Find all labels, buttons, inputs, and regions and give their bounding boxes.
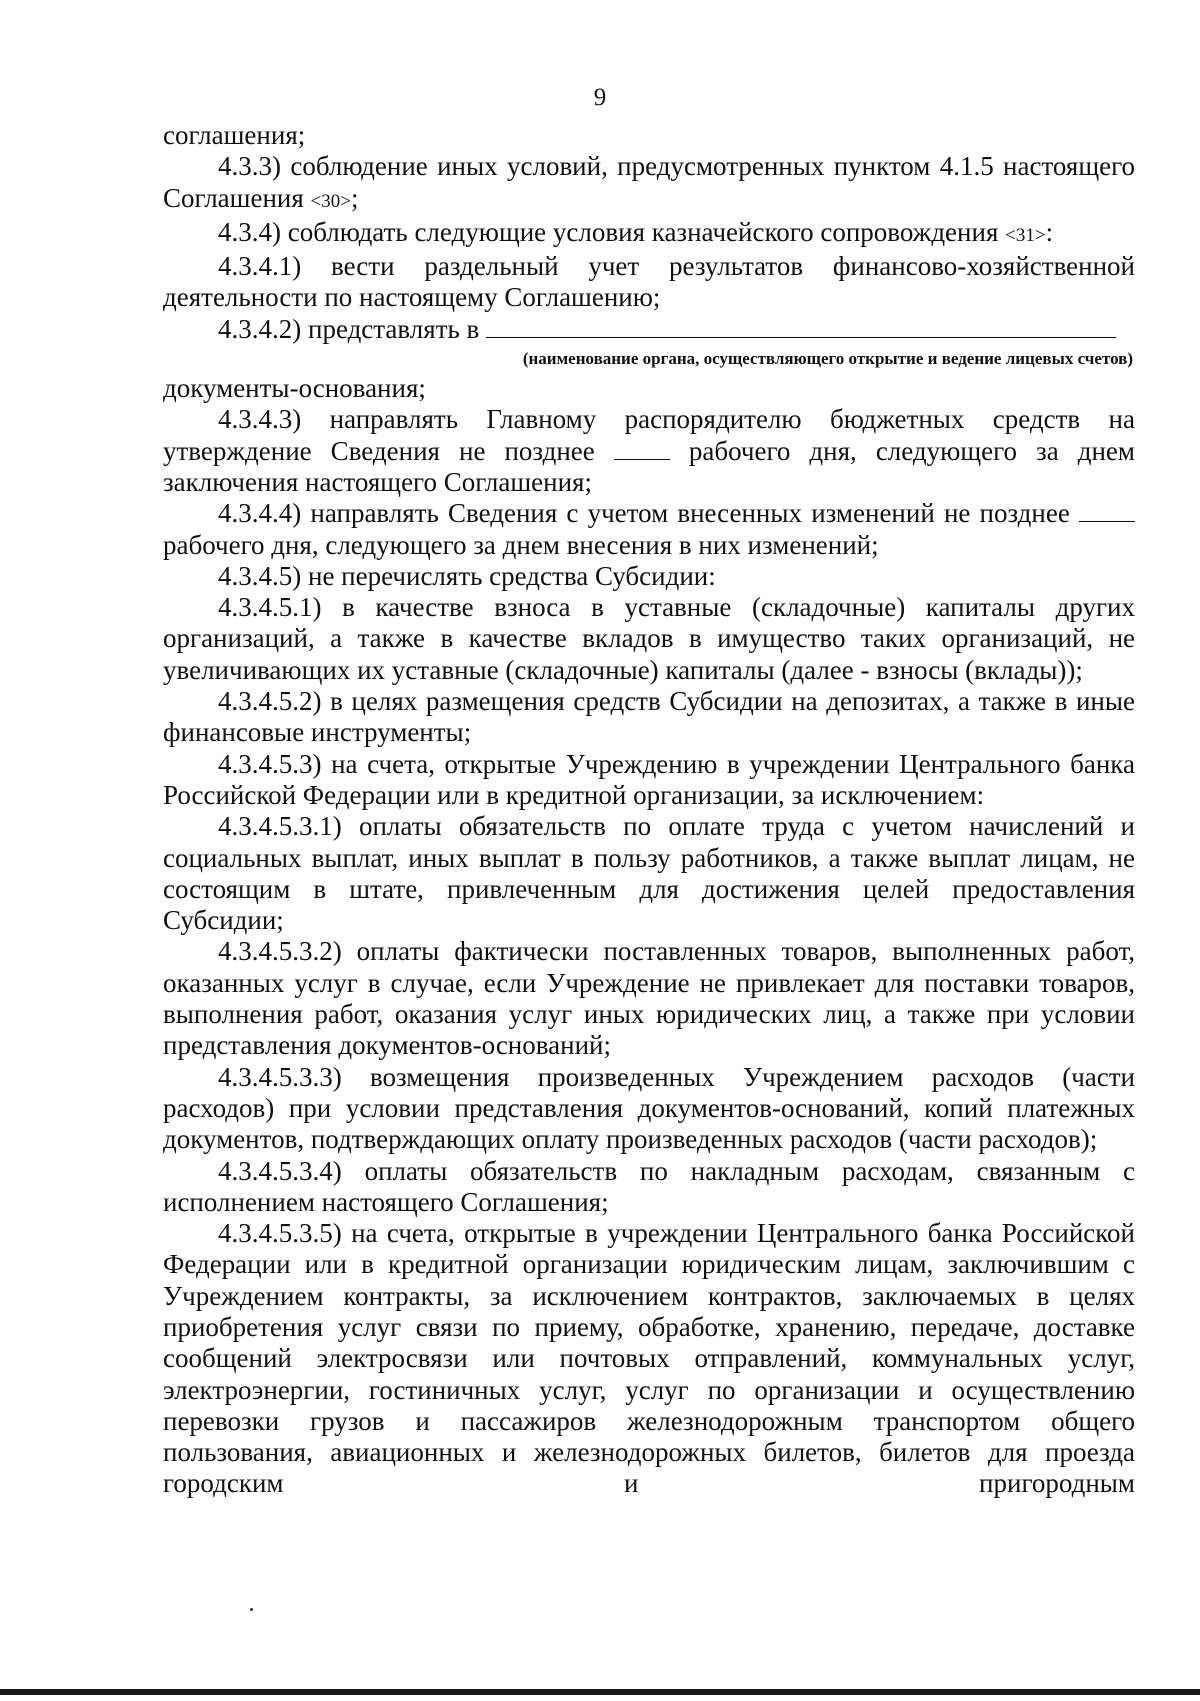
scan-speck (250, 1608, 253, 1611)
paragraph-4-3-4-4 (163, 498, 1135, 561)
paragraph-4-3-4-5-3-3: 4.3.4.5.3.3) возмещения произведенных Учреждением расходов (части расходов) при условии представления документов-оснований, копий платежных документов, подтверждающих оплату произведенных расходов (части расходов); (163, 1061, 1135, 1155)
paragraph: соглашения; (163, 120, 306, 150)
paragraph-4-3-4-5-3-4: 4.3.4.5.3.4) оплаты обязательств по накладным расходам, связанным с исполнением настоящего Соглашения; (163, 1155, 1135, 1217)
paragraph-text: 4.3.4.4) направлять Сведения с учетом внесенных изменений не позднее (218, 498, 1079, 529)
paragraph-4-3-4-5-2: 4.3.4.5.2) в целях размещения средств Субсидии на депозитах, а также в иные финансовые инструменты; (163, 686, 1135, 748)
paragraph-text: 4.3.4) соблюдать следующие условия казначейского сопровождения (218, 216, 1006, 247)
paragraph-4-3-4-3 (163, 404, 1135, 498)
paragraph-4-3-4-5-1: 4.3.4.5.1) в качестве взноса в уставные (складочные) капиталы других организаций, а также в качестве вкладов в имущество таких организаций, не увеличивающих их уставные (складочные) капиталы (далее - взносы (вклады)); (163, 592, 1135, 685)
paragraph-4-3-4-5-3-1: 4.3.4.5.3.1) оплаты обязательств по оплате труда с учетом начислений и социальных выплат, иных выплат в пользу работников, а также выплат лицам, не состоящим в штате, привлеченным для достижения целей предоставления Субсидии; (163, 811, 1135, 936)
paragraph-4-3-4 (163, 217, 1135, 251)
paragraph-4-3-3 (163, 151, 1135, 217)
paragraph-text: 4.3.4.2) представлять в (218, 313, 480, 344)
paragraph-4-3-4-5: 4.3.4.5) не перечислять средства Субсидии: (218, 560, 716, 591)
paragraph-text: : (1045, 216, 1054, 247)
paragraph-4-3-4-1: 4.3.4.1) вести раздельный учет результатов финансово-хозяйственной деятельности по настоящему Соглашению; (163, 251, 1135, 313)
fill-in-blank (1079, 501, 1135, 522)
paragraph-text: рабочего дня, следующего за днем внесения в них изменений; (163, 529, 879, 560)
paragraph-4-3-4-5-3-2: 4.3.4.5.3.2) оплаты фактически поставленных товаров, выполненных работ, оказанных услуг в случае, если Учреждение не привлекает для поставки товаров, выполнения работ, оказания услуг иных юридических лиц, а также при условии представления документов-оснований; (163, 936, 1135, 1061)
paragraph-4-3-4-5-3-5: 4.3.4.5.3.5) на счета, открытые в учреждении Центрального банка Российской Федерации или в кредитной организации юридическим лицам, заключившим с Учреждением контракты, за исключением контрактов, заключаемых в целях приобретения услуг связи по приему, обработке, хранению, передаче, доставке сообщений электросвязи или почтовых отправлений, коммунальных услуг, электроэнергии, гостиничных услуг, услуг по организации и осуществлению перевозки грузов и пассажиров железнодорожным транспортом общего пользования, авиационных и железнодорожных билетов, билетов для проезда городским и пригородным (163, 1218, 1135, 1499)
paragraph: документы-основания; (163, 373, 426, 404)
paragraph-text: 4.3.3) соблюдение иных условий, предусмотренных пунктом 4.1.5 настоящего Соглашения (163, 151, 1135, 213)
footnote-ref: <30> (310, 190, 351, 212)
paragraph-text: 4.3.4.3) направлять Главному распорядителю бюджетных средств на утверждение Сведения не позднее (163, 404, 1135, 466)
fill-in-blank (614, 439, 670, 460)
paragraph-text: ; (350, 182, 359, 213)
paragraph-4-3-4-5-3: 4.3.4.5.3) на счета, открытые Учреждению в учреждении Центрального банка Российской Федерации или в кредитной организации, за исключением: (163, 748, 1135, 810)
paragraph-text: рабочего дня, следующего за днем заключения настоящего Соглашения; (163, 435, 1135, 497)
paragraph-4-3-4-2 (163, 314, 1135, 345)
fill-in-blank (486, 317, 1116, 338)
scan-bottom-edge (0, 1689, 1200, 1695)
document-body (163, 120, 1135, 1500)
blank-caption: (наименование органа, осуществляющего открытие и ведение лицевых счетов) (522, 349, 1133, 369)
footnote-ref: <31> (1005, 224, 1046, 246)
page-number: 9 (593, 84, 607, 111)
